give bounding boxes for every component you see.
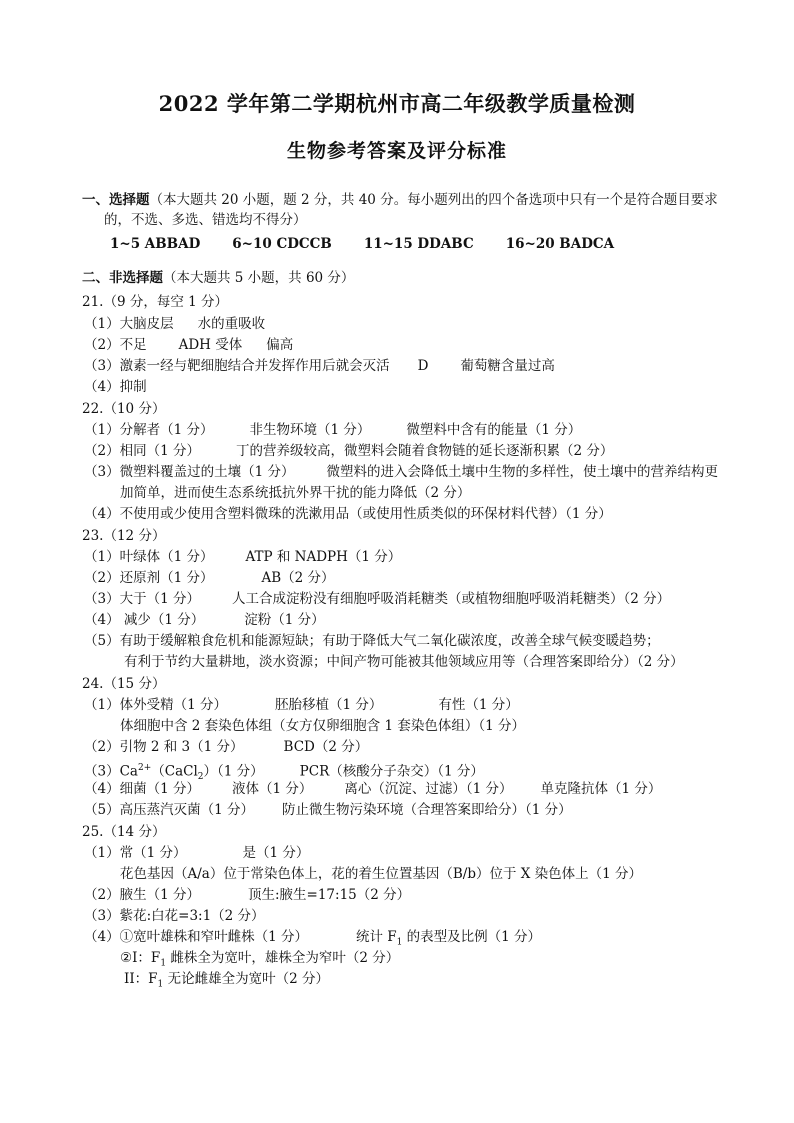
q22-2a: （2）相同（1 分）	[84, 443, 200, 459]
q22-3a: （3）微塑料覆盖过的土壤（1 分）	[84, 464, 295, 480]
q25-6b: 无论雌雄全为宽叶（2 分）	[163, 971, 329, 987]
q24-1b: 胚胎移植（1 分）	[274, 697, 383, 713]
q21-1a: （1）大脑皮层	[84, 316, 174, 332]
q21-part3	[84, 356, 555, 376]
q25-2b: 顶生:腋生=17:15（2 分）	[247, 887, 411, 903]
q25-6-sub: 1	[157, 979, 164, 990]
q24-1a: （1）体外受精（1 分）	[84, 697, 227, 713]
q23-part5-cont: 有利于节约大量耕地，淡水资源；中间产物可能被其他领域应用等（合理答案即给分）（2 分）	[124, 654, 684, 670]
section1-answers	[110, 234, 614, 254]
q22-part3-cont: 加简单，进而使生态系统抵抗外界干扰的能力降低（2 分）	[120, 485, 471, 501]
q25-1b: 是（1 分）	[242, 845, 310, 861]
q24-part4	[84, 779, 661, 799]
q22-part4: （4）不使用或少使用含塑料微珠的洗漱用品（或使用性质类似的环保材料代替）（1 分）	[84, 506, 612, 522]
q24-1c: 有性（1 分）	[438, 697, 519, 713]
q25-part1-cont: 花色基因（A/a）位于常染色体上，花的着生位置基因（B/b）位于 X 染色体上（1 分）	[120, 866, 643, 882]
q25-2a: （2）腋生（1 分）	[84, 887, 200, 903]
q24-part1	[84, 695, 519, 715]
q25-4a: （4）①宽叶雄株和窄叶雌株（1 分）	[84, 929, 308, 945]
q24-4b: 液体（1 分）	[231, 781, 313, 797]
q25-5-sub: 1	[160, 958, 167, 969]
q23-2b: AB（2 分）	[261, 570, 335, 586]
answers-16-20: 16~20 BADCA	[505, 236, 615, 252]
q25-part2	[84, 885, 410, 905]
section1-heading-line	[82, 190, 718, 210]
q24-5a: （5）高压蒸汽灭菌（1 分）	[84, 802, 254, 818]
q25-part1	[84, 843, 309, 863]
q22-part2	[84, 441, 613, 461]
q24-5b: 防止微生物污染环境（合理答案即给分）（1 分）	[281, 802, 572, 818]
q24-4a: （4）细菌（1 分）	[84, 781, 200, 797]
q25-4b: 统计 F	[355, 929, 397, 945]
q23-part5: （5）有助于缓解粮食危机和能源短缺；有助于降低大气二氧化碳浓度，改善全球气候变暖趋势；	[84, 633, 660, 649]
q21-2a: （2）不足	[84, 337, 147, 353]
q24-3a: （3）Ca	[84, 763, 138, 780]
q21-header: 21.（9 分，每空 1 分）	[82, 294, 229, 310]
q23-header: 23.（12 分）	[82, 528, 166, 544]
q21-3a: （3）激素一经与靶细胞结合并发挥作用后就会灭活	[84, 358, 390, 374]
q23-part2	[84, 568, 335, 588]
q22-header: 22.（10 分）	[82, 401, 166, 417]
q22-1c: 微塑料中含有的能量（1 分）	[406, 422, 582, 438]
q21-3c: 葡萄糖含量过高	[460, 358, 555, 374]
q25-5b: 雌株全为宽叶，雄株全为窄叶（2 分）	[166, 950, 400, 966]
q23-2a: （2）还原剂（1 分）	[84, 570, 214, 586]
q24-3c: ）（1 分）	[203, 763, 264, 780]
q25-4b-sub: 1	[396, 937, 403, 948]
q22-part1	[84, 420, 581, 440]
q24-header: 24.（15 分）	[82, 676, 166, 692]
answers-11-15: 11~15 DDABC	[363, 236, 474, 252]
q24-3d: PCR（核酸分子杂交）（1 分）	[299, 763, 484, 780]
q25-6a: II：F	[124, 971, 158, 987]
q23-part1	[84, 547, 401, 567]
page-title: 2022 学年第二学期杭州市高二年级教学质量检测	[158, 91, 636, 116]
q23-4a: （4） 减少（1 分）	[84, 612, 205, 628]
q23-1a: （1）叶绿体（1 分）	[84, 549, 214, 565]
q22-part3	[84, 462, 718, 482]
section2-heading-line	[82, 268, 354, 288]
page-subtitle: 生物参考答案及评分标准	[286, 140, 507, 162]
q25-4c: 的表型及比例（1 分）	[402, 929, 542, 945]
q24-2b: BCD（2 分）	[283, 739, 369, 755]
q24-part1-cont: 体细胞中含 2 套染色体组（女方仅卵细胞含 1 套染色体组）（1 分）	[120, 718, 525, 734]
q21-part2	[84, 335, 293, 355]
q23-4b: 淀粉（1 分）	[244, 612, 325, 628]
q24-part2	[84, 737, 368, 757]
q25-part3: （3）紫花:白花=3:1（2 分）	[84, 908, 265, 924]
q25-header: 25.（14 分）	[82, 824, 166, 840]
q23-part3	[84, 589, 670, 609]
q24-4d: 单克隆抗体（1 分）	[540, 781, 662, 797]
q25-1a: （1）常（1 分）	[84, 845, 187, 861]
q24-3-sub: 2	[197, 772, 204, 783]
q23-3b: 人工合成淀粉没有细胞呼吸消耗糖类（或植物细胞呼吸消耗糖类）（2 分）	[231, 591, 671, 607]
answers-1-5: 1~5 ABBAD	[110, 236, 201, 252]
q23-part4	[84, 610, 325, 630]
q22-1a: （1）分解者（1 分）	[84, 422, 214, 438]
section2-heading: 二、非选择题	[82, 270, 163, 286]
q21-3b: D	[417, 358, 429, 374]
section1-heading: 一、选择题	[82, 192, 150, 208]
q24-3b: （CaCl	[151, 763, 198, 780]
section1-desc-line2: 的，不选、多选、错选均不得分）	[104, 212, 307, 228]
q24-4c: 离心（沉淀、过滤）（1 分）	[344, 781, 513, 797]
q24-2a: （2）引物 2 和 3（1 分）	[84, 739, 244, 755]
q25-5a: ②I：F	[120, 950, 161, 966]
q23-3a: （3）大于（1 分）	[84, 591, 200, 607]
q24-part5	[84, 800, 572, 820]
section2-desc: （本大题共 5 小题，共 60 分）	[163, 270, 355, 286]
q21-1b: 水的重吸收	[197, 316, 266, 332]
section1-desc: （本大题共 20 小题，题 2 分，共 40 分。每小题列出的四个备选项中只有一个是符合题目要求	[149, 192, 718, 208]
q21-part4: （4）抑制	[84, 379, 147, 395]
q25-part4-case2	[124, 969, 329, 995]
q24-3-sup: 2+	[137, 763, 152, 773]
q23-1b: ATP 和 NADPH（1 分）	[245, 549, 402, 565]
q22-1b: 非生物环境（1 分）	[249, 422, 371, 438]
q22-3b: 微塑料的进入会降低土壤中生物的多样性，使土壤中的营养结构更	[326, 464, 718, 480]
q21-part1	[84, 314, 265, 334]
answers-6-10: 6~10 CDCCB	[232, 236, 332, 252]
q21-2c: 偏高	[266, 337, 294, 353]
q22-2b: 丁的营养级较高，微塑料会随着食物链的延长逐渐积累（2 分）	[235, 443, 614, 459]
q21-2b: ADH 受体	[178, 337, 243, 353]
